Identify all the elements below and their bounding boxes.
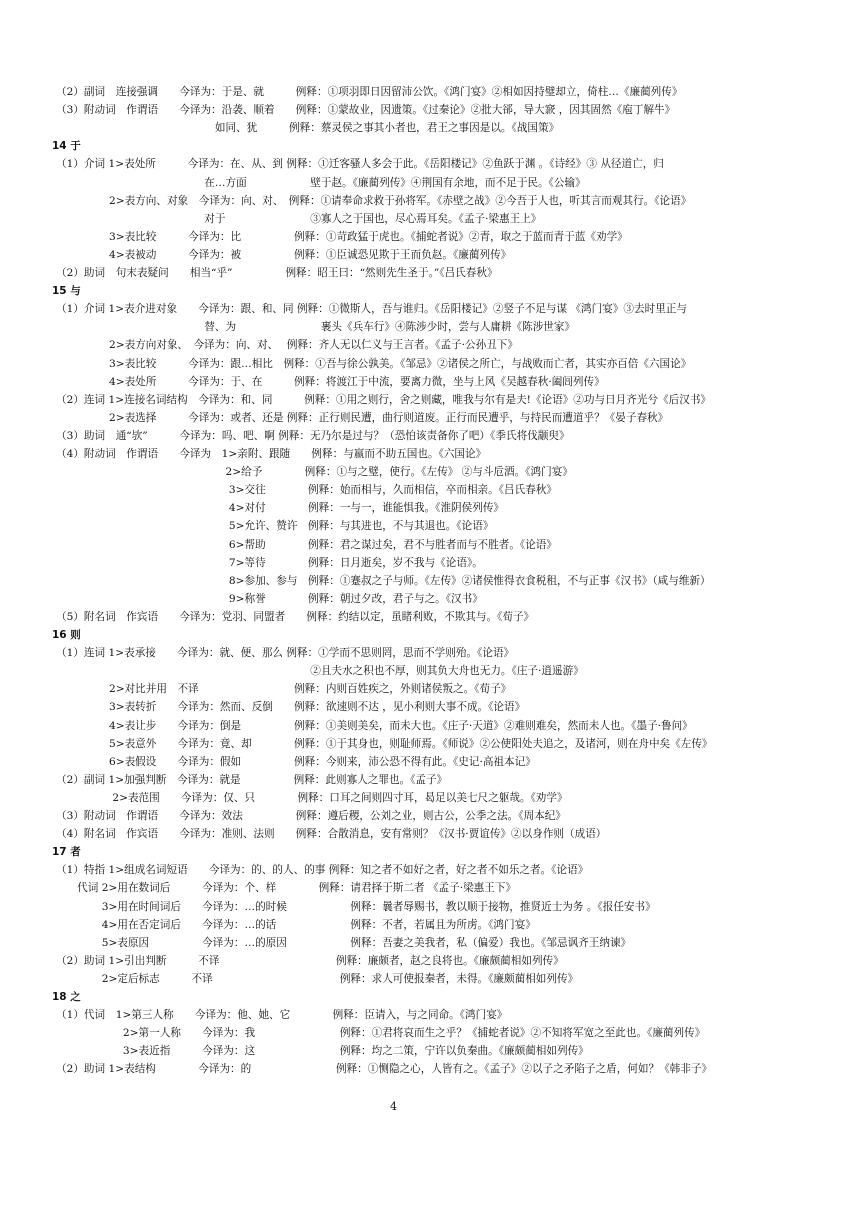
text-line: （1）连词 1>表承接 今译为：就、便、那么 例释：①学而不思则罔，思而不学则殆。《论语》	[56, 647, 515, 660]
text-line: 在…方面 壁于赵。《廉蔺列传》④荆国有余地，而不足于民。《公输》	[56, 176, 586, 189]
text-line: （2）副词 连接强调 今译为：于是、就 例释：①项羽即日因留沛公饮。《鸿门宴》②相如因持璧却立，倚柱…《廉蔺列传》	[56, 86, 683, 98]
text-line: 3>用在时间词后 今译为：…的时候 例释：曩者辱赐书，教以顺于接物，推贤近士为务 。《报任安书》	[56, 900, 656, 913]
page-number: 4	[390, 1100, 397, 1113]
text-line: 3>表近指 今译为：这 例释：均之二策，宁许以负秦曲。《廉颇蔺相如列传》	[56, 1045, 589, 1058]
text-line: （1）代词 1>第三人称 今译为：他、她、它 例释：臣请入，与之同命。《鸿门宴》	[56, 1009, 508, 1022]
text-line: （3）助词 通“欤” 今译为：吗、吧、啊 例释：无乃尔是过与？（恐怕该责备你了吧）《季氏将伐颛臾》	[56, 429, 570, 442]
text-line: 6>帮助 例释：君之谋过矣，君不与胜者而与不胜者。《论语》	[56, 538, 557, 551]
text-line: 2>第一人称 今译为：我 例释：①君将哀而生之乎？《捕蛇者说》②不知将军宽之至此也。《廉蔺列传》	[56, 1027, 706, 1040]
text-line: （3）附动词 作谓语 今译为：沿袭、顺着 例释：①蒙故业，因遗策。《过秦论》②批大郤，导大窾 ，因其固然《庖丁解牛》	[56, 104, 676, 117]
text-line: 2>对比并用 不译 例释：内则百姓疾之，外则诸侯叛之。《荀子》	[56, 683, 512, 696]
text-line: 4>用在否定词后 今译为：…的话 例释：不者，若属且为所虏。《鸿门宴》	[56, 918, 536, 931]
text-line: 8>参加、参与 例释：①蹇叔之子与师。《左传》②诸侯惟得衣食税租，不与正事《汉书》（咸与维新）	[56, 574, 711, 587]
text-line: 6>表假设 今译为：假如 例释：今则来，沛公恐不得有此。《史记·高祖本记》	[56, 755, 536, 768]
section-heading: 16 则	[52, 629, 81, 641]
text-line: （1）介词 1>表介进对象 今译为：跟、和、同 例释：①微斯人，吾与谁归。《岳阳楼记》②竖子不足与谋 《鸿门宴》③去时里正与	[56, 303, 687, 316]
text-line: 替、为 裹头《兵车行》④陈涉少时，尝与人庸耕《陈涉世家》	[56, 321, 576, 334]
text-line: （3）附动词 作谓语 今译为：效法 例释：遵后稷，公刘之业，则古公，公季之法。《周本纪》	[56, 810, 566, 822]
text-line: （4）附名词 作宾语 今译为：准则、法则 例释：合散消息，安有常则？《汉书·贾谊传》②以身作则（成语）	[56, 828, 607, 841]
text-line: 4>对付 例释：一与一，谁能惧我。《淮阴侯列传》	[56, 502, 505, 515]
section-heading: 17 者	[52, 846, 81, 859]
text-line: 2>表方向对象、 今译为：向、对、 例释：齐人无以仁义与王言者。《孟子·公孙丑下》	[56, 339, 518, 352]
text-line: ②且夫水之积也不厚，则其负大舟也无力。《庄子·逍遥游》	[56, 665, 584, 678]
text-line: 代词 2>用在数词后 今译为：个、样 例释：请君择于斯二者 《孟子·梁惠王下》	[56, 882, 517, 895]
text-line: 如同、犹 例释：蔡灵侯之事其小者也，君王之事因是以。《战国策》	[56, 122, 560, 135]
text-line: （2）连词 1>连接名词结构 今译为：和、同 例释：①用之则行，舍之则藏，唯我与尔有是夫!《论语》②功与日月齐光兮《后汉书》	[56, 393, 712, 406]
text-line: 5>表原因 今译为：…的原因 例释：吾妻之美我者，私（偏爱）我也。《邹忌讽齐王纳谏》	[56, 936, 632, 949]
section-heading: 18 之	[52, 991, 81, 1003]
text-line: 2>表方向、对象 今译为：向、对、 例释：①请奉命求救于孙将军。《赤壁之战》②今吾于人也，听其言而观其行。《论语》	[56, 194, 692, 207]
text-line: 对于 ③寡人之于国也，尽心焉耳矣。《孟子·梁惠王上》	[56, 212, 542, 225]
text-line: 4>表被动 今译为：被 例释：①臣诚恐见欺于王而负赵。《廉蔺列传》	[56, 248, 512, 261]
text-line: 5>表意外 今译为：竟、却 例释：①于其身也，则耻师焉。《师说》②公使阳处夫追之，及诸河，则在舟中矣《左传》	[56, 737, 713, 750]
text-line: （2）副词 1>加强判断 今译为：就是 例释：此则寡人之罪也。《孟子》	[56, 773, 448, 786]
text-line: （5）附名词 作宾语 今译为：党羽、同盟者 例释：约结以定，虽睹利败，不欺其与。《荀子》	[56, 610, 535, 623]
text-line: 2>定后标志 不译 例释：求人可使报秦者，未得。《廉颇蔺相如列传》	[56, 972, 579, 985]
text-line: （2）助词 句末表疑问 相当“乎” 例释：昭王曰：“然则先生圣于。”《吕氏春秋》	[56, 267, 498, 279]
text-line: 7>等待 例释：日月逝矣，岁不我与《论语》。	[56, 556, 483, 569]
text-line: 2>表选择 今译为：或者、还是 例释：正行则民遭，曲行则道废。正行而民遭乎，与持民而遭道乎？《晏子春秋》	[56, 411, 669, 424]
text-line: 5>允许、赞许 例释：与其进也，不与其退也。《论语》	[56, 520, 494, 533]
section-heading: 15 与	[52, 285, 81, 298]
text-line: （1）特指 1>组成名词短语 今译为：的、的人、的事 例释：知之者不如好之者，好之者不如乐之者。《论语》	[56, 864, 589, 877]
text-line: 3>表比较 今译为：跟…相比 例释：①吾与徐公孰美。《邹忌》②诸侯之所亡，与战败而亡者，其实亦百倍《六国论》	[56, 357, 692, 370]
text-line: （2）助词 1>引出判断 不译 例释：廉颇者，赵之良将也。《廉颇蔺相如列传》	[56, 954, 564, 967]
text-line: （4）附动词 作谓语 今译为 1>亲附、跟随 例释：与嬴而不助五国也。《六国论》	[56, 448, 487, 460]
text-line: 2>给予 例释：①与之璧，使行。《左传》 ②与斗卮酒。《鸿门宴》	[56, 466, 573, 479]
text-line: 3>交往 例释：始而相与，久而相信，卒而相亲。《吕氏春秋》	[56, 484, 557, 497]
text-line: 4>表让步 今译为：倒是 例释：①美则美矣，而未大也。《庄子·天道》②难则难矣，然而未人也。《墨子·鲁问》	[56, 719, 693, 732]
text-line: （2）助词 1>表结构 今译为：的 例释：①恻隐之心，人皆有之。《孟子》②以子之矛陷子之盾，何如？《韩非子》	[56, 1063, 713, 1076]
text-line: 4>表处所 今译为：于、在 例释：将渡江于中流，要离力微，坐与上风《吴越春秋·阖闾列传》	[56, 375, 605, 388]
text-line: 9>称誉 例释：朝过夕改，君子与之。《汉书》	[56, 592, 483, 605]
text-line: 2>表范围 今译为：仅、只 例释：口耳之间则四寸耳，曷足以美七尺之躯哉。《劝学》	[56, 791, 568, 804]
section-heading: 14 于	[52, 140, 81, 153]
text-line: （1）介词 1>表处所 今译为：在、从、到 例释：①迁客骚人多会于此。《岳阳楼记》②鱼跃于渊 。《诗经》③ 从径道亡，归	[56, 158, 664, 171]
text-line: 3>表比较 今译为：比 例释：①苛政猛于虎也。《捕蛇者说》②青，取之于蓝而青于蓝《劝学》	[56, 230, 628, 243]
text-line: 3>表转折 今译为：然而、反倒 例释：欲速则不达 ，见小利则大事不成。《论语》	[56, 701, 526, 714]
